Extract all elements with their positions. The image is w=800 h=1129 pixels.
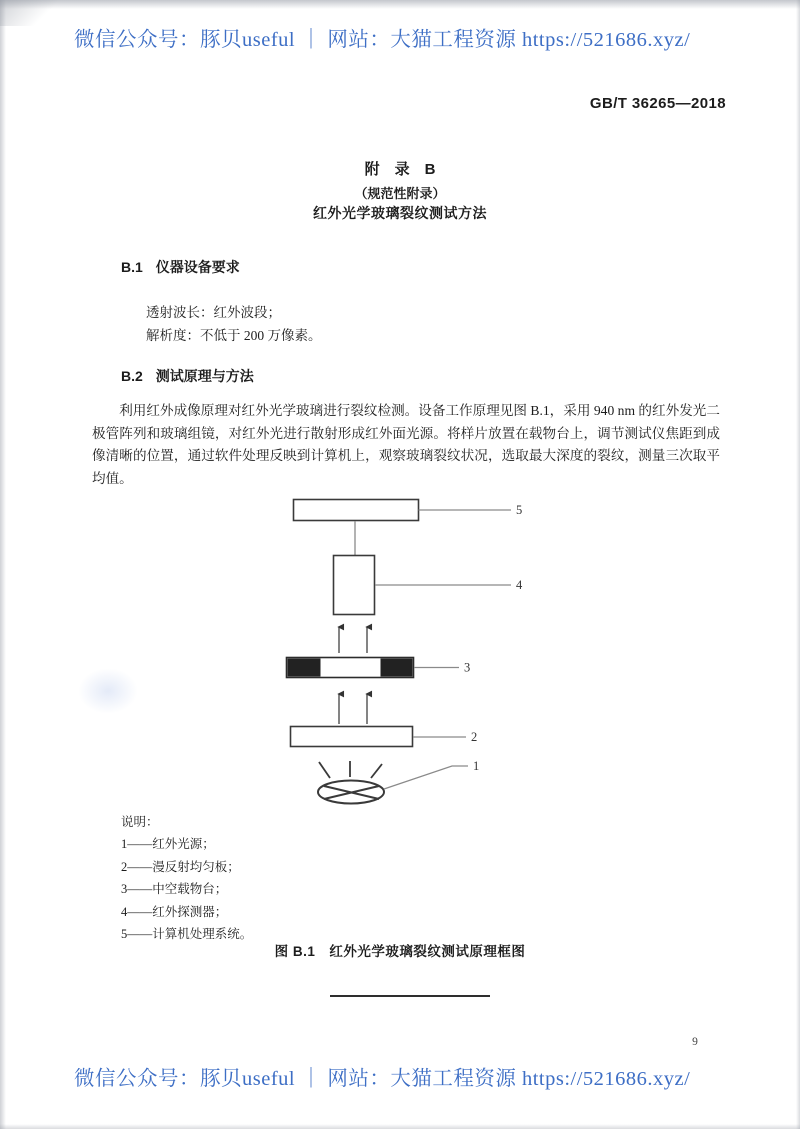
footer-separator-line [330, 995, 490, 997]
appendix-subtitle: （规范性附录） [354, 186, 446, 201]
legend-item-3: 3——中空载物台； [121, 882, 228, 897]
watermark-bottom: 微信公众号：豚贝useful ｜ 网站：大猫工程资源 https://521686.xyz/ [74, 1068, 691, 1090]
box-infrared-detector [334, 556, 375, 615]
box-diffuser-plate [291, 727, 413, 747]
watermark-top: 微信公众号：豚贝useful ｜ 网站：大猫工程资源 https://521686.xyz/ [74, 29, 691, 51]
appendix-label: 附 录 B [364, 161, 436, 178]
figure-legend [121, 811, 252, 945]
section-b2-heading [121, 366, 254, 386]
legend-title: 说明： [121, 815, 159, 829]
lamp-symbol [318, 761, 384, 804]
stage-black-right [381, 659, 413, 677]
page-number: 9 [692, 1036, 698, 1048]
appendix-title: 红外光学玻璃裂纹测试方法 [313, 205, 487, 221]
figure-caption: 图 B.1 红外光学玻璃裂纹测试原理框图 [274, 944, 526, 959]
section-b1-heading [121, 257, 240, 277]
section-b1-number: B.1 [121, 259, 143, 275]
callout-4: 4 [516, 578, 523, 592]
b1-requirement-resolution: 解析度：不低于 200 万像素。 [146, 328, 322, 343]
box-computer-system [294, 500, 419, 521]
section-b2-number: B.2 [121, 368, 143, 384]
callout-5: 5 [516, 503, 523, 517]
lamp-ray-right [371, 764, 382, 778]
legend-item-1: 1——红外光源； [121, 837, 215, 852]
stage-black-left [288, 659, 321, 677]
legend-item-5: 5——计算机处理系统。 [121, 927, 253, 942]
callout-2: 2 [471, 730, 478, 744]
legend-item-4: 4——红外探测器； [121, 904, 228, 919]
scan-edge-top [0, 0, 800, 9]
b1-requirement-wavelength: 透射波长：红外波段； [146, 305, 281, 320]
lamp-ray-left [319, 762, 330, 778]
callout-1: 1 [473, 759, 480, 773]
section-b2-title: 测试原理与方法 [155, 368, 254, 384]
scan-edge-bottom [0, 1124, 800, 1129]
leader-line-1 [384, 766, 468, 789]
section-b1-title: 仪器设备要求 [155, 259, 240, 275]
box-hollow-stage [287, 658, 414, 678]
watermark-smudge [78, 668, 138, 714]
callout-3: 3 [464, 660, 471, 675]
standard-number: GB/T 36265—2018 [589, 95, 726, 112]
b2-paragraph: 利用红外成像原理对红外光学玻璃进行裂纹检测。设备工作原理见图 B.1，采用 940 nm 的红外发光二极管阵列和玻璃组镜，对红外光进行散射形成红外面光源。将样片放置在载物台上，调节测试仪焦距到成像清晰的位置，通过软件处理反映到计算机上，观察玻璃裂纹状况，选取最大深度的裂纹，测量三次取平均值。 [92, 403, 720, 486]
legend-item-2: 2——漫反射均匀板； [121, 859, 240, 874]
scan-corner-shadow [0, 0, 60, 26]
